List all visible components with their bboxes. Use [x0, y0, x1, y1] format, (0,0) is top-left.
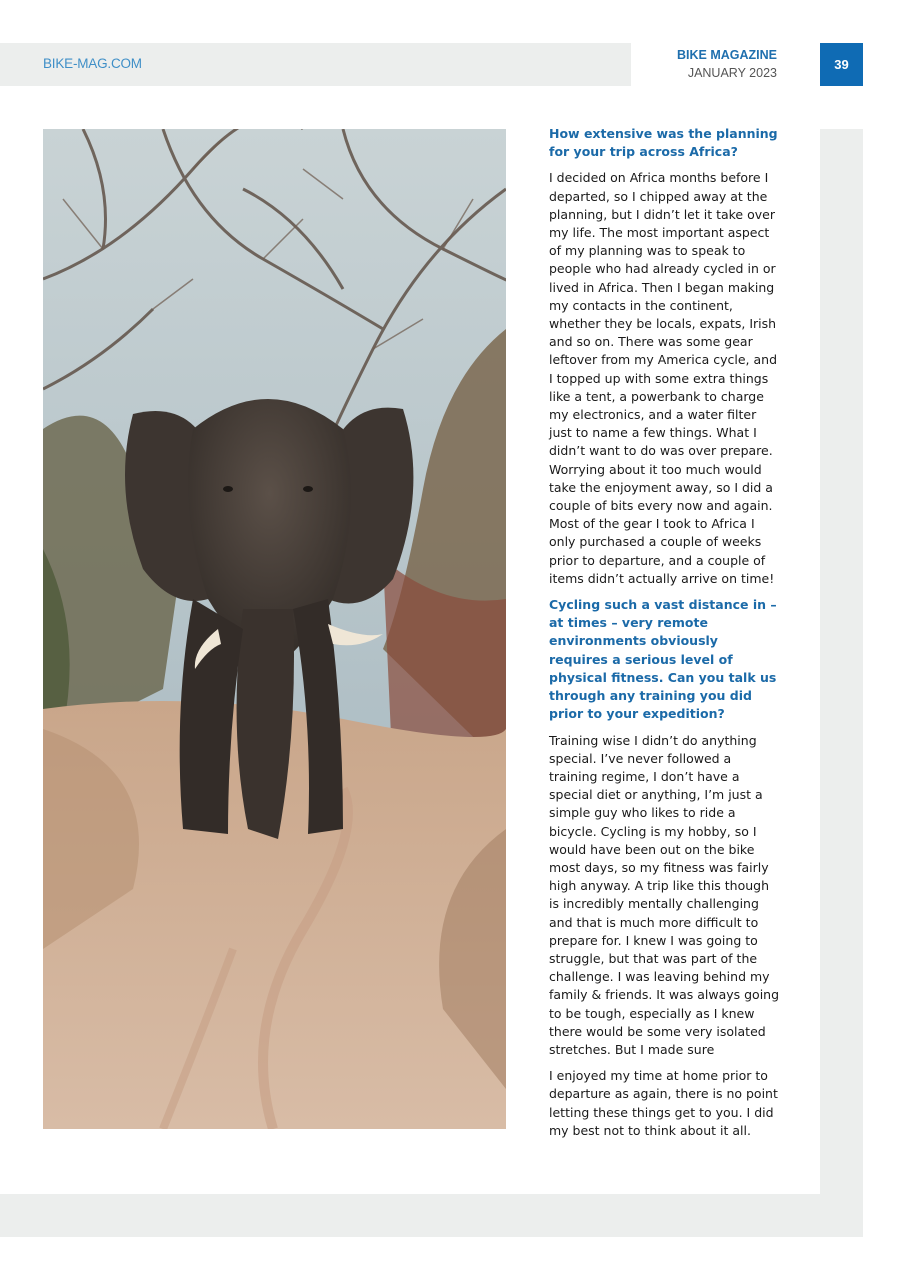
- side-band: [820, 129, 863, 1194]
- magazine-title: BIKE MAGAZINE: [677, 48, 777, 62]
- issue-date: JANUARY 2023: [687, 66, 777, 80]
- question-heading: Cycling such a vast distance in – at times – very remote environments obviously requires a serious level of physical fitness. Can you talk us through any training you did prior to your expedition?: [549, 597, 777, 722]
- answer-paragraph: Training wise I didn’t do anything special. I’ve never followed a training regime, I don’t have a special diet or anything, I’m just a simple guy who likes to ride a bicycle. Cycling is my hobby, so I would have been out on the bike most days, so my fitness was fairly high anyway. A trip like this though is incredibly mentally challenging and that is much more difficult to prepare for. I knew I was going to struggle, but that was part of the challenge. I was leaving behind my family & friends. It was always going to be tough, especially as I knew there would be some very isolated stretches. But I made sure: [549, 732, 780, 1057]
- elephant-photo: [43, 129, 506, 1129]
- footer-band: [0, 1194, 863, 1237]
- page-number: 39: [834, 57, 849, 72]
- article-body: [549, 125, 781, 1148]
- answer-paragraph: I decided on Africa months before I departed, so I chipped away at the planning, but I didn’t let it take over my life. The most important aspect of my planning was to speak to people who had already cycled in or lived in Africa. Then I began making my contacts in the continent, whether they be locals, expats, Irish and so on. There was some gear leftover from my America cycle, and I topped up with some extra things like a tent, a powerbank to charge my electronics, and a water filter just to name a few things. What I didn’t want to do was over prepare. Worrying about it too much would take the enjoyment away, so I did a couple of bits every now and again. Most of the gear I took to Africa I only purchased a couple of weeks prior to departure, and a couple of items didn’t actually arrive on time!: [549, 170, 778, 586]
- question-heading: How extensive was the planning for your trip across Africa?: [549, 126, 778, 160]
- page-number-badge: [820, 43, 863, 86]
- answer-paragraph: I enjoyed my time at home prior to departure as again, there is no point letting these things get to you. I did my best not to think about it all.: [549, 1068, 778, 1138]
- site-url-link[interactable]: BIKE-MAG.COM: [43, 56, 142, 71]
